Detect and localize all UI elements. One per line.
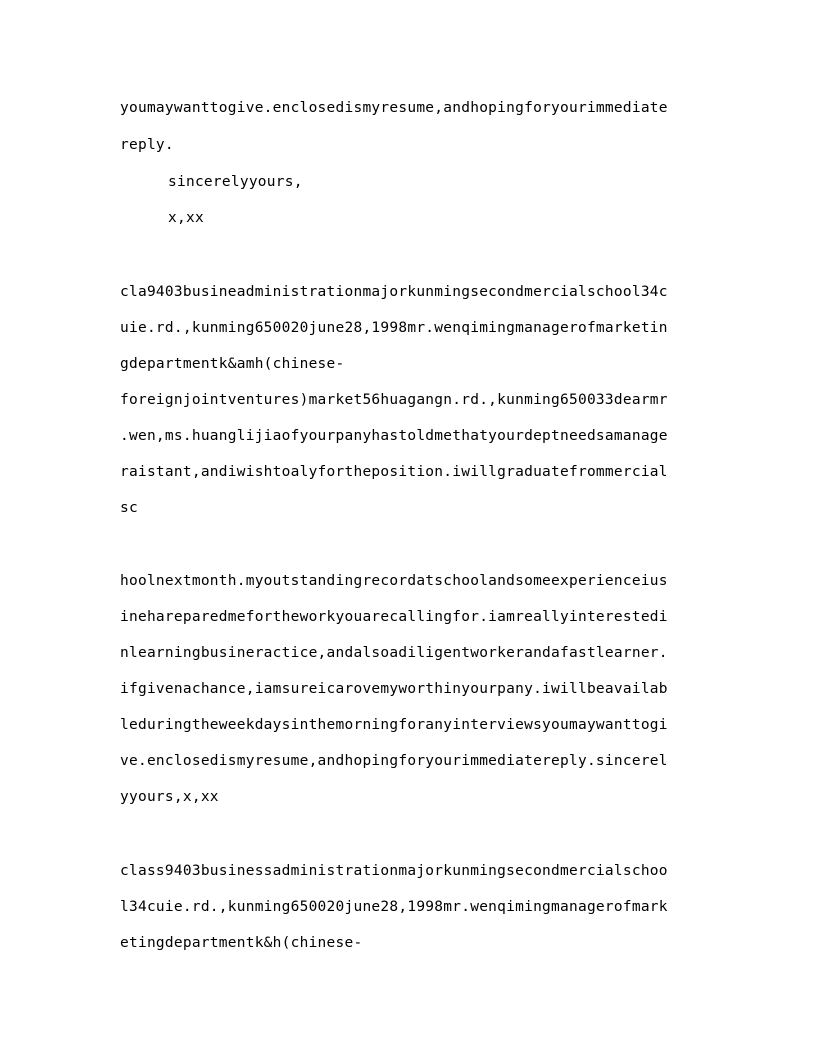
text-line: gdepartmentk&amh(chinese- bbox=[120, 356, 345, 372]
text-line: .wen,ms.huanglijiaofyourpanyhastoldmethatyourdeptneedsamanage bbox=[120, 428, 668, 444]
text-line: etingdepartmentk&h(chinese- bbox=[120, 935, 363, 951]
text-line: sc bbox=[120, 500, 138, 516]
text-line: ve.enclosedismyresume,andhopingforyourimmediatereply.sincerel bbox=[120, 753, 668, 769]
text-line: class9403businessadministrationmajorkunmingsecondmercialschoo bbox=[120, 863, 668, 879]
text-line: youmaywanttogive.enclosedismyresume,andhopingforyourimmediate bbox=[120, 100, 668, 116]
text-line: raistant,andiwishtoalyfortheposition.iwillgraduatefrommercial bbox=[120, 464, 668, 480]
text-line: cla9403busineadministrationmajorkunmingsecondmercialschool34c bbox=[120, 284, 668, 300]
text-line: l34cuie.rd.,kunming650020june28,1998mr.wenqimingmanagerofmark bbox=[120, 899, 668, 915]
text-line: yyours,x,xx bbox=[120, 789, 219, 805]
text-line: ifgivenachance,iamsureicarovemyworthinyourpany.iwillbeavailab bbox=[120, 681, 668, 697]
text-line: foreignjointventures)market56huagangn.rd.,kunming650033dearmr bbox=[120, 392, 668, 408]
closing-line: sincerelyyours, bbox=[168, 174, 303, 190]
text-line: reply. bbox=[120, 137, 174, 153]
signature-line: x,xx bbox=[168, 210, 204, 226]
text-line: leduringtheweekdaysinthemorningforanyinterviewsyoumaywanttogi bbox=[120, 717, 668, 733]
text-line: nlearningbusineractice,andalsoadiligentworkerandafastlearner. bbox=[120, 645, 668, 661]
text-line: hoolnextmonth.myoutstandingrecordatschoolandsomeexperienceius bbox=[120, 573, 668, 589]
text-line: inehareparedmefortheworkyouarecallingfor.iamreallyinterestedi bbox=[120, 609, 668, 625]
text-line: uie.rd.,kunming650020june28,1998mr.wenqimingmanagerofmarketin bbox=[120, 320, 668, 336]
